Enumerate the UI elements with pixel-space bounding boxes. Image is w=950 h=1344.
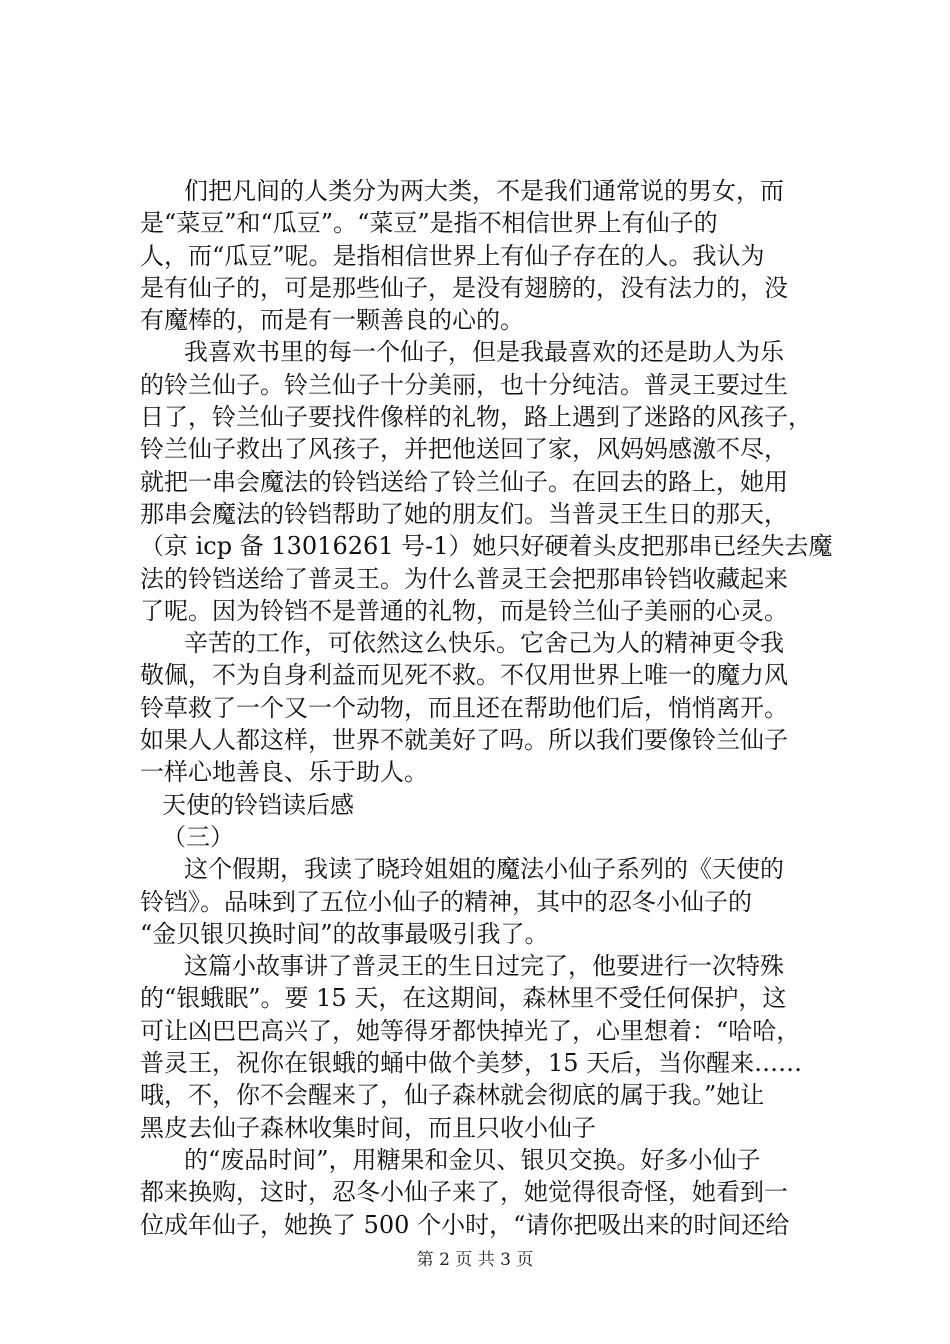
text-line: 的“废品时间”，用糖果和金贝、银贝交换。好多小仙子 <box>184 1145 761 1174</box>
text-line: 人，而“瓜豆”呢。是指相信世界上有仙子存在的人。我认为 <box>140 241 765 270</box>
text-line: 的“银蛾眠”。要 15 天，在这期间，森林里不受任何保护，这 <box>140 984 787 1013</box>
text-line: 日了，铃兰仙子要找件像样的礼物，路上遇到了迷路的风孩子， <box>140 403 812 432</box>
text-line: 都来换购，这时，忍冬小仙子来了，她觉得很奇怪，她看到一 <box>140 1178 788 1207</box>
text-line: 哦，不，你不会醒来了，仙子森林就会彻底的属于我。”她让 <box>140 1081 765 1110</box>
section-heading-line: 天使的铃铛读后感 <box>162 790 354 819</box>
text-line: 可让凶巴巴高兴了，她等得牙都快掉光了，心里想着：“哈哈， <box>140 1016 801 1045</box>
document-body <box>140 175 840 1241</box>
text-line: 辛苦的工作，可依然这么快乐。它舍己为人的精神更令我 <box>184 629 784 658</box>
text-line: 如果人人都这样，世界不就美好了吗。所以我们要像铃兰仙子 <box>140 726 788 755</box>
text-line: 是“菜豆”和“瓜豆”。“菜豆”是指不相信世界上有仙子的 <box>140 209 718 238</box>
text-line: 铃铛》。品味到了五位小仙子的精神，其中的忍冬小仙子的 <box>140 887 752 916</box>
text-line: 铃兰仙子救出了风孩子，并把他送回了家，风妈妈感激不尽， <box>140 435 788 464</box>
section-heading-line: （三） <box>162 822 234 851</box>
text-line: 这篇小故事讲了普灵王的生日过完了，他要进行一次特殊 <box>184 952 784 981</box>
text-line: 是有仙子的，可是那些仙子，是没有翅膀的，没有法力的，没 <box>140 273 788 302</box>
text-line: “金贝银贝换时间”的故事最吸引我了。 <box>140 919 549 948</box>
text-line: 法的铃铛送给了普灵王。为什么普灵王会把那串铃铛收藏起来 <box>140 564 788 593</box>
text-line: 那串会魔法的铃铛帮助了她的朋友们。当普灵王生日的那天， <box>140 499 788 528</box>
text-line: 铃草救了一个又一个动物，而且还在帮助他们后，悄悄离开。 <box>140 693 788 722</box>
page-footer: 第 2 页 共 3 页 <box>416 1250 534 1270</box>
text-line: 位成年仙子，她换了 500 个小时，“请你把吸出来的时间还给 <box>140 1210 790 1239</box>
text-line: 了呢。因为铃铛不是普通的礼物，而是铃兰仙子美丽的心灵。 <box>140 596 788 625</box>
text-line: 有魔棒的，而是有一颗善良的心的。 <box>140 306 524 335</box>
text-line: 们把凡间的人类分为两大类，不是我们通常说的男女，而 <box>184 177 784 205</box>
text-line: 普灵王，祝你在银蛾的蛹中做个美梦，15 天后，当你醒来…… <box>140 1049 803 1078</box>
text-line: （京 icp 备 13016261 号-1）她只好硬着头皮把那串已经失去魔 <box>140 532 833 561</box>
text-line: 的铃兰仙子。铃兰仙子十分美丽，也十分纯洁。普灵王要过生 <box>140 370 788 399</box>
text-line: 一样心地善良、乐于助人。 <box>140 758 428 787</box>
text-line: 敬佩，不为自身利益而见死不救。不仅用世界上唯一的魔力风 <box>140 661 788 690</box>
text-line: 我喜欢书里的每一个仙子，但是我最喜欢的还是助人为乐 <box>184 338 784 367</box>
text-line: 就把一串会魔法的铃铛送给了铃兰仙子。在回去的路上，她用 <box>140 467 788 496</box>
text-line: 黑皮去仙子森林收集时间，而且只收小仙子 <box>140 1113 596 1142</box>
text-line: 这个假期，我读了晓玲姐姐的魔法小仙子系列的《天使的 <box>184 855 784 884</box>
